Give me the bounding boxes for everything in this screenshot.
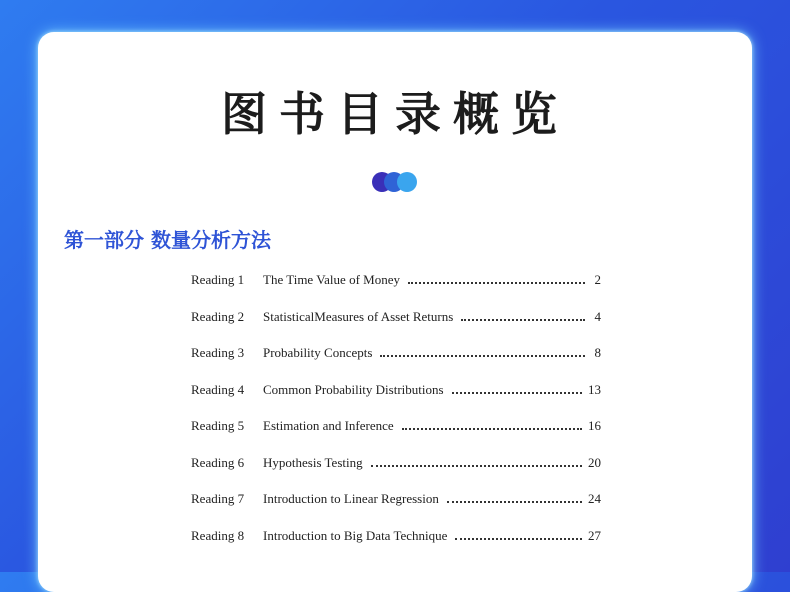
page-number: 24	[588, 491, 601, 506]
table-of-contents	[191, 272, 601, 564]
dot-icon	[397, 172, 417, 192]
reading-number: Reading 4	[191, 381, 245, 397]
dot-leader	[371, 455, 582, 467]
toc-entry[interactable]	[191, 418, 601, 455]
toc-entry[interactable]	[191, 345, 601, 382]
toc-entry[interactable]	[191, 272, 601, 309]
dot-leader	[380, 345, 585, 357]
page-number: 20	[588, 454, 601, 470]
reading-number: Reading 2	[191, 308, 245, 324]
reading-title: The Time Value of Money	[263, 272, 400, 287]
reading-number: Reading 5	[191, 418, 245, 433]
toc-entry[interactable]	[191, 382, 601, 419]
reading-title: Probability Concepts	[263, 345, 373, 360]
dot-leader	[461, 309, 585, 321]
reading-title: Hypothesis Testing	[263, 454, 363, 470]
reading-title: Introduction to Big Data Technique	[263, 527, 448, 543]
page-number: 2	[594, 272, 601, 287]
page-number: 27	[588, 527, 601, 543]
dot-leader	[455, 528, 582, 540]
toc-entry[interactable]	[191, 309, 601, 346]
reading-number: Reading 3	[191, 345, 245, 360]
reading-title: Estimation and Inference	[263, 418, 394, 433]
page-number: 16	[588, 418, 601, 433]
toc-entry[interactable]	[191, 528, 601, 565]
dot-leader	[408, 272, 585, 284]
page-number: 4	[594, 308, 601, 324]
reading-number: Reading 6	[191, 454, 245, 470]
dot-leader	[452, 382, 582, 394]
reading-number: Reading 1	[191, 272, 245, 287]
dot-leader	[402, 418, 582, 430]
reading-title: Common Probability Distributions	[263, 381, 444, 397]
reading-title: StatisticalMeasures of Asset Returns	[263, 308, 454, 324]
page-number: 8	[594, 345, 601, 360]
section-heading: 第一部分 数量分析方法	[64, 228, 271, 252]
reading-number: Reading 8	[191, 527, 245, 543]
reading-title: Introduction to Linear Regression	[263, 491, 439, 506]
toc-entry[interactable]	[191, 455, 601, 492]
page-title: 图书目录概览	[221, 87, 569, 141]
page-number: 13	[588, 381, 601, 397]
decorative-dots	[372, 172, 420, 192]
dot-leader	[447, 491, 582, 503]
reading-number: Reading 7	[191, 491, 245, 506]
toc-entry[interactable]	[191, 491, 601, 528]
